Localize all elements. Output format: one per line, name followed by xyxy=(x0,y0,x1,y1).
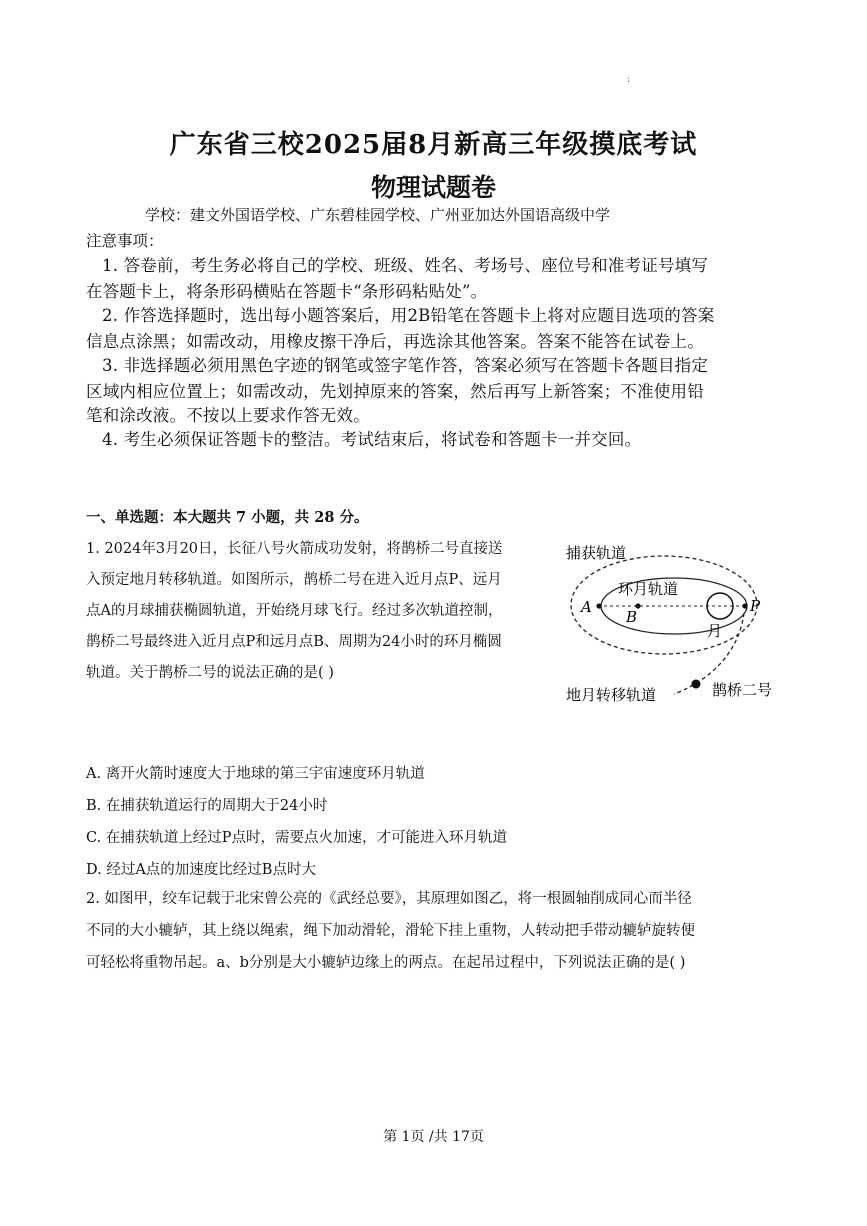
satellite-dot xyxy=(692,680,701,689)
corner-mark: : xyxy=(627,74,631,85)
question-text: 2. 如图甲，绞车记载于北宋曾公亮的《武经总要》，其原理如图乙，将一根圆轴削成同心而半径 xyxy=(86,891,692,907)
question-text: 可轻松将重物吊起。a、b分别是大小辘轳边缘上的两点。在起吊过程中，下列说法正确的是( ) xyxy=(86,955,686,971)
option-b: B. 在捕获轨道运行的周期大于24小时 xyxy=(86,798,328,814)
section-heading: 一、单选题：本大题共 7 小题，共 28 分。 xyxy=(86,509,369,526)
question-text: 轨道。关于鹊桥二号的说法正确的是( ) xyxy=(86,665,334,681)
question-text: 入预定地月转移轨道。如图所示，鹊桥二号在进入近月点P、远月 xyxy=(86,572,502,588)
exam-subtitle: 物理试题卷 xyxy=(370,173,496,202)
question-text: 鹊桥二号最终进入近月点P和远月点B、周期为24小时的环月椭圆 xyxy=(86,634,502,650)
note-line: 4. 考生必须保证答题卡的整洁。考试结束后，将试卷和答题卡一并交回。 xyxy=(102,430,642,449)
note-line: 信息点涂黑；如需改动，用橡皮擦干净后，再选涂其他答案。答案不能答在试卷上。 xyxy=(86,332,704,351)
notes-heading: 注意事项： xyxy=(86,232,164,250)
satellite-label: 鹊桥二号 xyxy=(712,681,773,699)
note-line: 3. 非选择题必须用黑色字迹的钢笔或签字笔作答，答案必须写在答题卡各题目指定 xyxy=(102,356,709,375)
note-line: 1. 答卷前，考生务必将自己的学校、班级、姓名、考场号、座位号和准考证号填写 xyxy=(102,256,709,275)
exam-title: 广东省三校2025届8月新高三年级摸底考试 xyxy=(169,130,698,160)
lunar-orbit-label: 环月轨道 xyxy=(618,580,679,598)
page-number: 第 1页 /共 17页 xyxy=(383,1129,484,1145)
school-list: 学校：建文外国语学校、广东碧桂园学校、广州亚加达外国语高级中学 xyxy=(145,206,611,224)
orbit-diagram xyxy=(560,535,790,710)
note-line: 笔和涂改液。不按以上要求作答无效。 xyxy=(86,406,370,425)
option-a: A. 离开火箭时速度大于地球的第三宇宙速度环月轨道 xyxy=(86,766,425,782)
point-p-label: P xyxy=(750,597,761,615)
note-line: 区域内相应位置上；如需改动，先划掉原来的答案，然后再写上新答案；不准使用铅 xyxy=(86,382,704,401)
option-c: C. 在捕获轨道上经过P点时，需要点火加速，才可能进入环月轨道 xyxy=(86,830,508,846)
note-line: 在答题卡上，将条形码横贴在答题卡“条形码粘贴处”。 xyxy=(86,282,488,301)
question-text: 点A的月球捕获椭圆轨道，开始绕月球飞行。经过多次轨道控制， xyxy=(86,603,503,619)
point-a-label: A xyxy=(581,598,592,616)
option-d: D. 经过A点的加速度比经过B点时大 xyxy=(86,862,316,878)
moon-label: 月 xyxy=(707,622,723,640)
point-b-label: B xyxy=(626,608,638,626)
point-a-dot xyxy=(596,603,601,608)
question-text: 1. 2024年3月20日，长征八号火箭成功发射，将鹊桥二号直接送 xyxy=(86,541,503,557)
question-text: 不同的大小辘轳，其上绕以绳索，绳下加动滑轮，滑轮下挂上重物，人转动把手带动辘轳旋转便 xyxy=(86,923,695,939)
point-p-dot xyxy=(742,603,747,608)
capture-orbit-label: 捕获轨道 xyxy=(566,544,627,562)
transfer-orbit-label: 地月转移轨道 xyxy=(566,686,657,704)
note-line: 2. 作答选择题时，选出每小题答案后，用2B铅笔在答题卡上将对应题目选项的答案 xyxy=(102,306,715,325)
